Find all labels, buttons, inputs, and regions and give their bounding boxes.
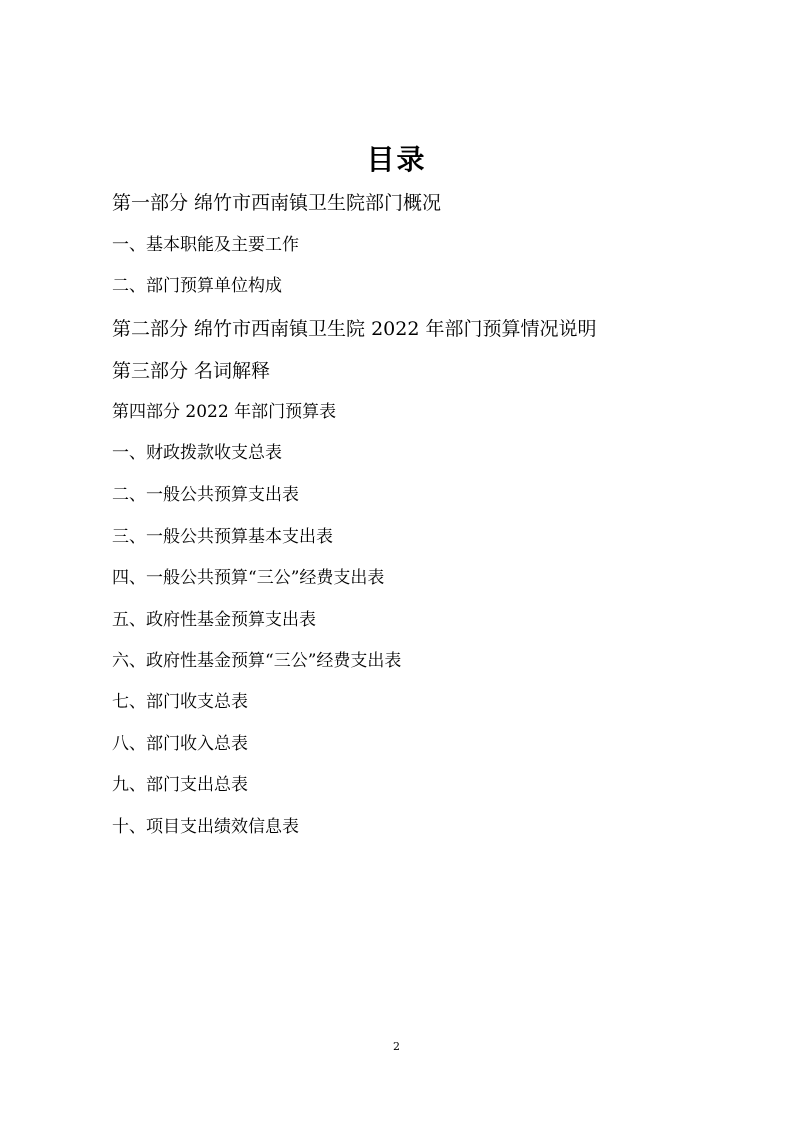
page-number: 2 [393,1040,400,1053]
toc-table-10: 十、项目支出绩效信息表 [112,817,299,837]
toc-table-3: 三、一般公共预算基本支出表 [112,527,333,547]
toc-part-2: 第二部分 绵竹市西南镇卫生院 2022 年部门预算情况说明 [112,318,597,340]
toc-table-6: 六、政府性基金预算“三公”经费支出表 [112,651,402,671]
toc-table-7: 七、部门收支总表 [112,692,248,712]
toc-item-functions: 一、基本职能及主要工作 [112,235,299,255]
toc-table-1: 一、财政拨款收支总表 [112,443,282,463]
toc-part-1: 第一部分 绵竹市西南镇卫生院部门概况 [112,192,442,214]
toc-table-2: 二、一般公共预算支出表 [112,485,299,505]
toc-table-4: 四、一般公共预算“三公”经费支出表 [112,568,385,588]
toc-table-5: 五、政府性基金预算支出表 [112,610,316,630]
toc-table-9: 九、部门支出总表 [112,775,248,795]
toc-part-3: 第三部分 名词解释 [112,360,271,382]
page-title: 目录 [366,143,427,176]
toc-part-4: 第四部分 2022 年部门预算表 [112,402,337,422]
toc-table-8: 八、部门收入总表 [112,734,248,754]
toc-item-units: 二、部门预算单位构成 [112,276,282,296]
